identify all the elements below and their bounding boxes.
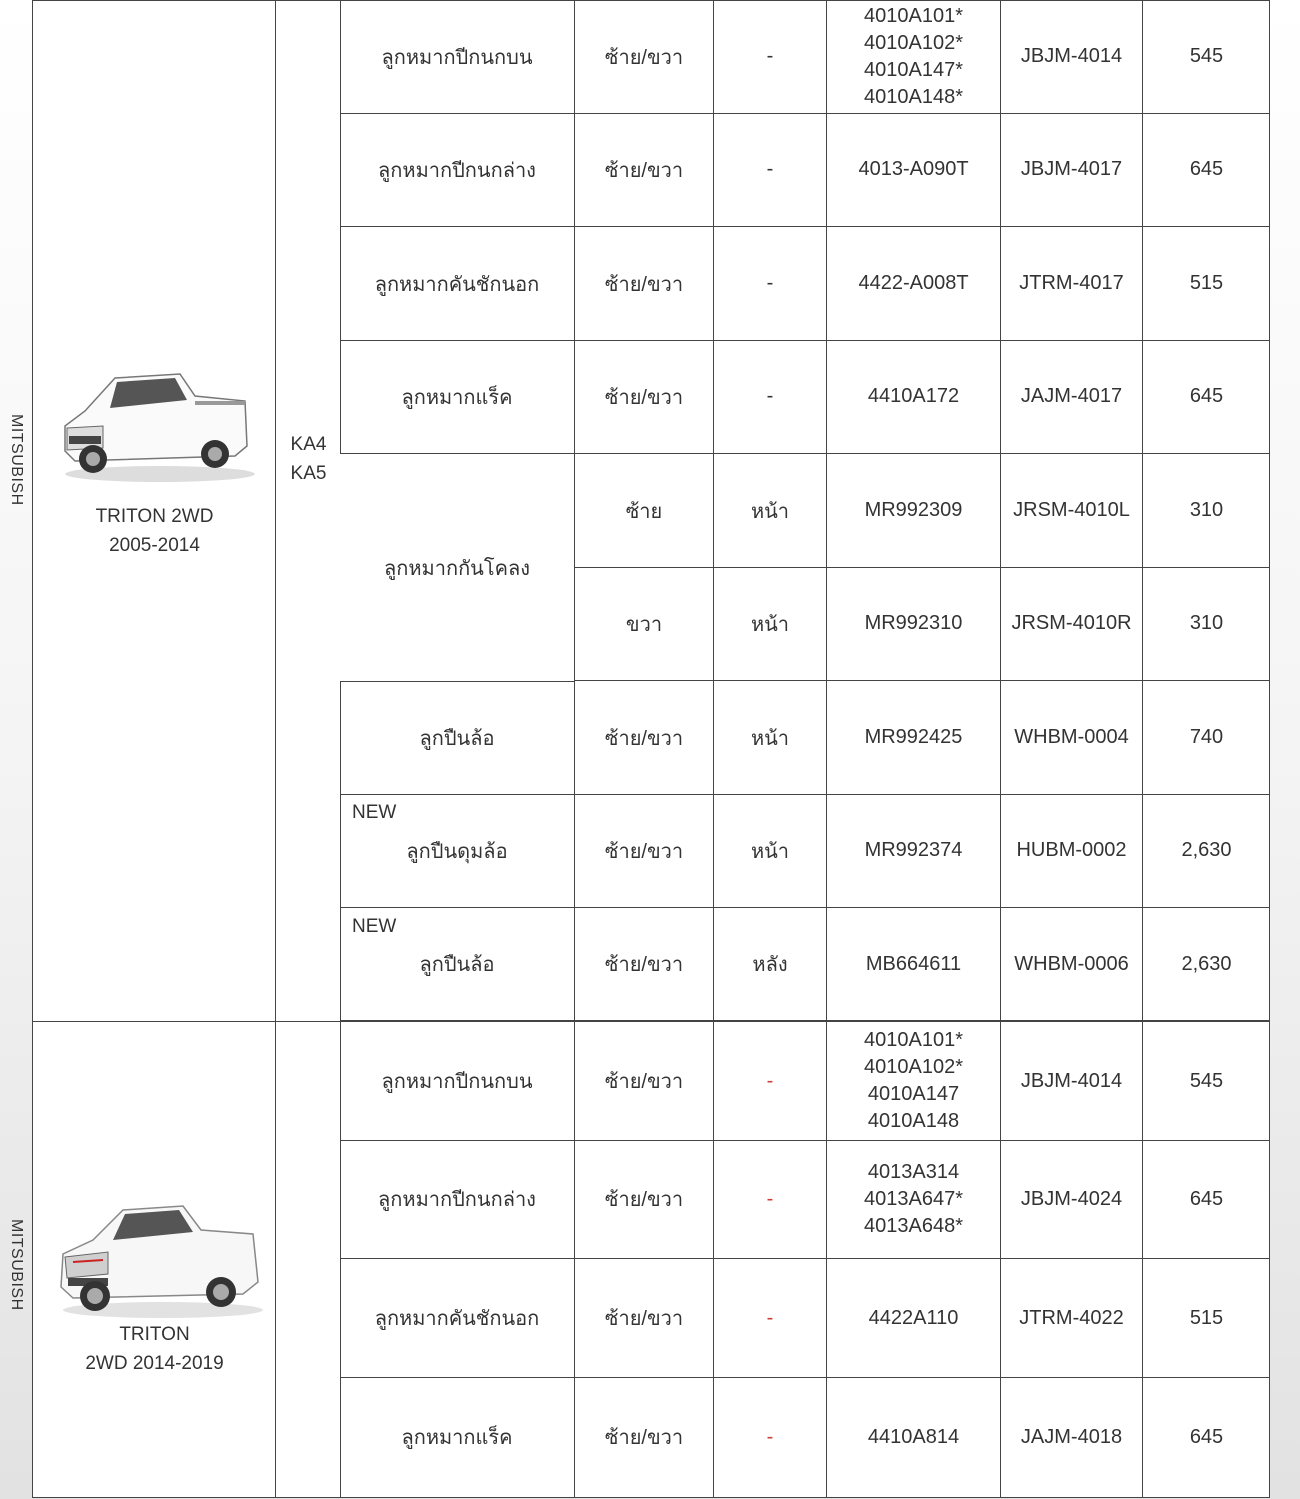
part-name-cell <box>340 0 575 113</box>
oem-number: 4013A648* <box>864 1214 963 1237</box>
part-name: ลูกหมากกันโคลง <box>384 557 530 580</box>
price-cell <box>1143 1140 1270 1258</box>
code-cell <box>276 1022 341 1497</box>
price: 645 <box>1189 1187 1224 1210</box>
pickup-truck-white-image <box>55 356 255 486</box>
jkt-number: JRSM-4010L <box>1013 499 1130 521</box>
jkt-number: JTRM-4017 <box>1019 272 1124 294</box>
oem-number: 4422A110 <box>868 1306 959 1329</box>
part-name-cell <box>340 340 575 453</box>
side: ซ้าย/ขวา <box>604 727 684 750</box>
side: ซ้าย/ขวา <box>604 1189 684 1211</box>
side-cell <box>575 340 714 453</box>
oem-number-cell <box>827 227 1001 340</box>
table-row <box>340 1022 1270 1141</box>
side: ซ้าย/ขวา <box>604 840 684 863</box>
oem-number: 4010A102* <box>864 31 963 54</box>
oem-number: MR992310 <box>864 612 963 634</box>
part-name: ลูกหมากคันชักนอก <box>374 1308 540 1330</box>
oem-number-cell <box>827 1259 1001 1377</box>
jkt-number-cell <box>1001 794 1143 907</box>
price: 645 <box>1189 158 1224 180</box>
price: 545 <box>1189 1069 1224 1092</box>
side: ซ้าย <box>625 500 663 523</box>
model-cell <box>33 1022 276 1497</box>
model-cell <box>33 1 276 1021</box>
side: ซ้าย/ขวา <box>604 954 684 976</box>
table-row <box>340 340 1270 454</box>
price-cell <box>1143 567 1270 680</box>
price-cell <box>1143 113 1270 226</box>
table-row <box>340 908 1270 1021</box>
new-badge: NEW <box>352 916 397 937</box>
position-cell <box>714 1140 827 1258</box>
side-cell <box>575 113 714 226</box>
oem-number: MB664611 <box>865 952 962 975</box>
position: - <box>766 158 774 180</box>
jkt-number-cell <box>1001 454 1143 567</box>
model-name: TRITON <box>119 1324 190 1345</box>
part-name: ลูกหมากปีกนกล่าง <box>378 159 536 182</box>
part-name-cell <box>340 681 575 794</box>
position: หน้า <box>750 613 790 636</box>
side: ซ้าย/ขวา <box>604 1308 684 1330</box>
side: ซ้าย/ขวา <box>604 1071 684 1093</box>
oem-number-cell <box>827 681 1001 794</box>
position-cell <box>714 340 827 453</box>
price: 515 <box>1189 272 1224 294</box>
model-code: KA5 <box>290 463 327 484</box>
oem-number-cell <box>827 1140 1001 1258</box>
jkt-number-cell <box>1001 567 1143 680</box>
price-cell <box>1143 1022 1270 1140</box>
position: - <box>766 1069 774 1092</box>
side: ซ้าย/ขวา <box>604 386 684 409</box>
position-cell <box>714 1022 827 1140</box>
jkt-number: JBJM-4017 <box>1020 158 1123 180</box>
oem-number-cell <box>827 1377 1001 1497</box>
part-name: ลูกหมากปีกนกล่าง <box>378 1189 536 1211</box>
side-cell <box>575 1259 714 1377</box>
jkt-number: WHBM-0006 <box>1014 952 1129 975</box>
price-cell <box>1143 227 1270 340</box>
side: ซ้าย/ขวา <box>604 46 684 69</box>
new-badge: NEW <box>352 802 397 823</box>
price-cell <box>1143 1377 1270 1497</box>
table-row <box>340 1140 1270 1259</box>
part-name: ลูกหมากปีกนกบน <box>381 46 533 69</box>
oem-number-cell <box>827 908 1001 1020</box>
price: 2,630 <box>1181 952 1232 975</box>
position-cell <box>714 227 827 340</box>
side-cell <box>575 1140 714 1258</box>
position: - <box>766 45 774 67</box>
part-name-cell <box>340 1022 575 1140</box>
part-name-cell <box>340 1140 575 1258</box>
model-years: 2WD 2014-2019 <box>85 1353 224 1374</box>
position-cell <box>714 567 827 680</box>
price: 2,630 <box>1181 839 1232 861</box>
table-row <box>340 1377 1270 1498</box>
price-cell <box>1143 908 1270 1020</box>
pickup-truck-white-image <box>53 1192 263 1322</box>
price: 740 <box>1189 726 1224 748</box>
oem-number: 4013A647* <box>864 1187 963 1210</box>
jkt-number-cell <box>1001 0 1143 113</box>
position-cell <box>714 0 827 113</box>
position: หลัง <box>752 954 788 976</box>
oem-number: 4010A147* <box>864 58 963 81</box>
oem-number: MR992425 <box>864 726 963 748</box>
price: 645 <box>1189 1425 1224 1448</box>
position: - <box>766 1187 774 1210</box>
part-name-cell <box>340 1259 575 1377</box>
oem-number-cell <box>827 113 1001 226</box>
position: - <box>766 1306 774 1329</box>
price-cell <box>1143 340 1270 453</box>
table-row <box>340 227 1270 341</box>
part-name: ลูกหมากปีกนกบน <box>381 1071 533 1093</box>
side: ซ้าย/ขวา <box>604 159 684 182</box>
jkt-number: JBJM-4014 <box>1020 1069 1123 1092</box>
oem-number: MR992374 <box>864 839 963 861</box>
price: 515 <box>1189 1306 1224 1329</box>
price-cell <box>1143 794 1270 907</box>
position: หน้า <box>750 840 790 863</box>
side-cell <box>575 0 714 113</box>
oem-number: 4010A102* <box>864 1056 963 1078</box>
position: หน้า <box>750 727 790 750</box>
position-cell <box>714 681 827 794</box>
oem-number: 4010A101* <box>864 4 963 27</box>
side-cell <box>575 567 714 680</box>
position-cell <box>714 908 827 1020</box>
price-cell <box>1143 1259 1270 1377</box>
side-cell <box>575 681 714 794</box>
table-row <box>340 681 1270 795</box>
oem-number: 4410A172 <box>867 385 960 407</box>
brand-label: MITSUBISH <box>8 414 25 506</box>
part-name-cell <box>340 908 575 1020</box>
jkt-number-cell <box>1001 1377 1143 1497</box>
oem-number: 4010A147 <box>867 1083 960 1105</box>
oem-number: 4010A148 <box>867 1110 960 1132</box>
part-name: ลูกปืนล้อ <box>419 727 495 750</box>
side: ซ้าย/ขวา <box>604 1427 684 1449</box>
jkt-number-cell <box>1001 113 1143 226</box>
side-cell <box>575 794 714 907</box>
oem-number: 4010A148* <box>864 85 963 108</box>
price: 545 <box>1189 45 1224 67</box>
jkt-number: HUBM-0002 <box>1016 839 1127 861</box>
jkt-number: WHBM-0004 <box>1014 726 1129 748</box>
jkt-number-cell <box>1001 1140 1143 1258</box>
jkt-number-cell <box>1001 1259 1143 1377</box>
jkt-number: JAJM-4017 <box>1020 385 1123 407</box>
part-name: ลูกหมากแร็ค <box>401 386 513 409</box>
oem-number-cell <box>827 1022 1001 1140</box>
part-name-cell <box>340 794 575 907</box>
jkt-number: JBJM-4024 <box>1020 1187 1123 1210</box>
oem-number-cell <box>827 340 1001 453</box>
part-name-cell <box>340 227 575 340</box>
position-cell <box>714 794 827 907</box>
part-name: ลูกปืนดุมล้อ <box>406 840 508 863</box>
table-row <box>340 1259 1270 1378</box>
price: 310 <box>1189 612 1224 634</box>
jkt-number-cell <box>1001 227 1143 340</box>
jkt-number: JBJM-4014 <box>1020 45 1123 67</box>
price-cell <box>1143 681 1270 794</box>
position-cell <box>714 1377 827 1497</box>
code-cell <box>276 1 341 1021</box>
position: - <box>766 1425 774 1448</box>
jkt-number: JTRM-4022 <box>1019 1306 1124 1329</box>
model-name: TRITON 2WD <box>95 506 214 527</box>
price-cell <box>1143 454 1270 567</box>
brand-label: MITSUBISH <box>8 1219 25 1311</box>
position: - <box>766 385 774 407</box>
side-cell <box>575 227 714 340</box>
side-cell <box>575 454 714 567</box>
jkt-number-cell <box>1001 681 1143 794</box>
position-cell <box>714 113 827 226</box>
oem-number: 4422-A008T <box>858 272 969 294</box>
part-name-cell <box>340 1377 575 1497</box>
side-cell <box>575 908 714 1020</box>
table-row <box>340 794 1270 908</box>
table-row <box>340 113 1270 227</box>
price: 645 <box>1189 385 1224 407</box>
oem-number: 4010A101* <box>864 1029 963 1051</box>
side-cell <box>575 1377 714 1497</box>
model-code: KA4 <box>290 434 327 455</box>
position: หน้า <box>750 500 790 523</box>
position-cell <box>714 1259 827 1377</box>
oem-number-cell <box>827 0 1001 113</box>
part-name: ลูกหมากคันชักนอก <box>374 273 540 296</box>
position-cell <box>714 454 827 567</box>
sidebar <box>0 0 32 1499</box>
part-name-cell <box>340 113 575 226</box>
jkt-number-cell <box>1001 340 1143 453</box>
side: ซ้าย/ขวา <box>604 273 684 296</box>
side: ขวา <box>625 613 663 636</box>
oem-number-cell <box>827 567 1001 680</box>
oem-number: MR992309 <box>864 499 963 521</box>
model-years: 2005-2014 <box>109 535 200 556</box>
oem-number: 4013-A090T <box>858 158 969 180</box>
jkt-number: JAJM-4018 <box>1020 1425 1123 1448</box>
oem-number: 4410A814 <box>867 1425 960 1448</box>
position: - <box>766 272 774 294</box>
oem-number: 4013A314 <box>867 1160 960 1183</box>
table-row <box>340 0 1270 114</box>
side-cell <box>575 1022 714 1140</box>
oem-number-cell <box>827 794 1001 907</box>
price: 310 <box>1189 499 1224 521</box>
price-cell <box>1143 0 1270 113</box>
jkt-number-cell <box>1001 1022 1143 1140</box>
part-name: ลูกหมากแร็ค <box>401 1427 513 1449</box>
part-name-cell-merged <box>340 454 575 682</box>
oem-number-cell <box>827 454 1001 567</box>
jkt-number: JRSM-4010R <box>1011 612 1132 634</box>
part-name: ลูกปืนล้อ <box>419 954 495 976</box>
jkt-number-cell <box>1001 908 1143 1020</box>
